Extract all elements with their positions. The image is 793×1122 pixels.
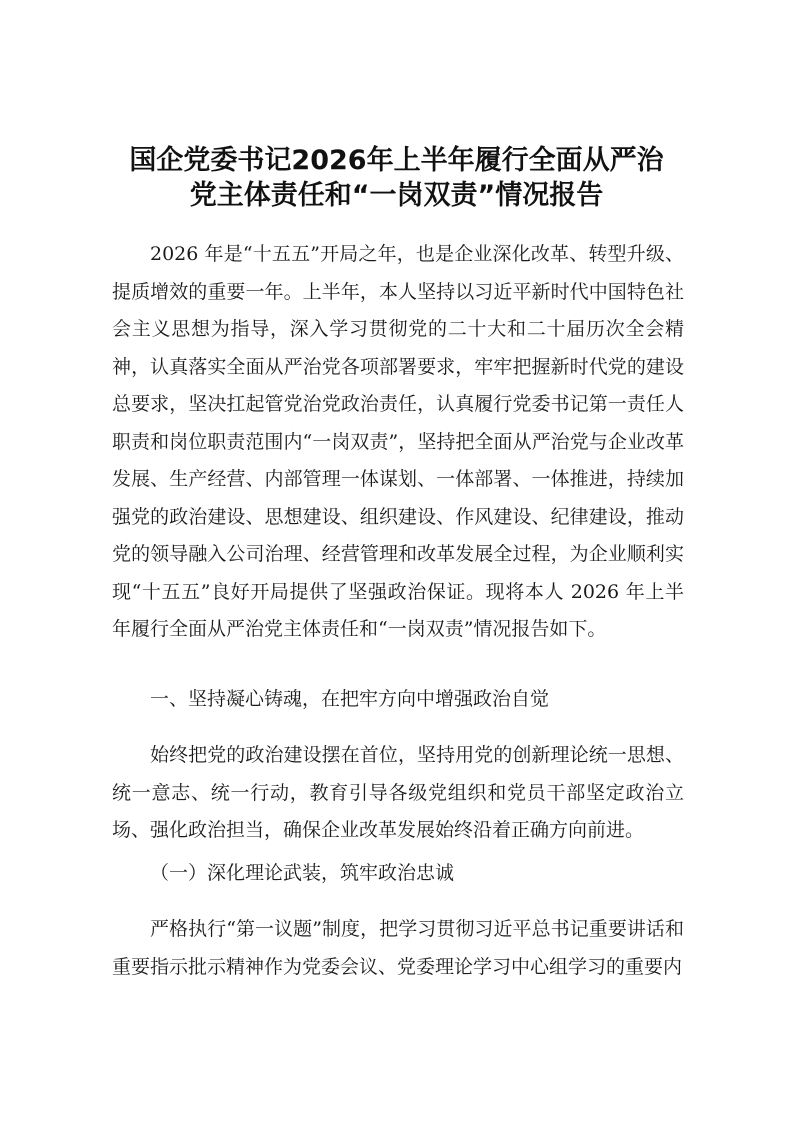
section-1-paragraph: 始终把党的政治建设摆在首位，坚持用党的创新理论统一思想、统一意志、统一行动，教育引导各级党组织和党员干部坚定政治立场、强化政治担当，确保企业改革发展始终沿着正确方向前进。 (112, 744, 684, 841)
subsection-heading-1: （一）深化理论武装，筑牢政治忠诚 (150, 862, 455, 884)
subsection-1-paragraph: 严格执行“第一议题”制度，把学习贯彻习近平总书记重要讲话和重要指示批示精神作为党委会议、党委理论学习中心组学习的重要内 (112, 918, 684, 978)
document-title-line-2: 党主体责任和“一岗双责”情况报告 (189, 180, 604, 211)
intro-paragraph: 2026 年是“十五五”开局之年，也是企业深化改革、转型升级、提质增效的重要一年。上半年，本人坚持以习近平新时代中国特色社会主义思想为指导，深入学习贯彻党的二十大和二十届历次全会精神，认真落实全面从严治党各项部署要求，牢牢把握新时代党的建设总要求，坚决扛起管党治党政治责任，认真履行党委书记第一责任人职责和岗位职责范围内“一岗双责”，坚持把全面从严治党与企业改革发展、生产经营、内部管理一体谋划、一体部署、一体推进，持续加强党的政治建设、思想建设、组织建设、作风建设、纪律建设，推动党的领导融入公司治理、经营管理和改革发展全过程，为企业顺利实现“十五五”良好开局提供了坚强政治保证。现将本人 2026 年上半年履行全面从严治党主体责任和“一岗双责”情况报告如下。 (112, 243, 684, 640)
section-heading-1: 一、坚持凝心铸魂，在把牢方向中增强政治自觉 (150, 688, 550, 710)
document-title-line-1: 国企党委书记2026年上半年履行全面从严治 (129, 145, 664, 176)
